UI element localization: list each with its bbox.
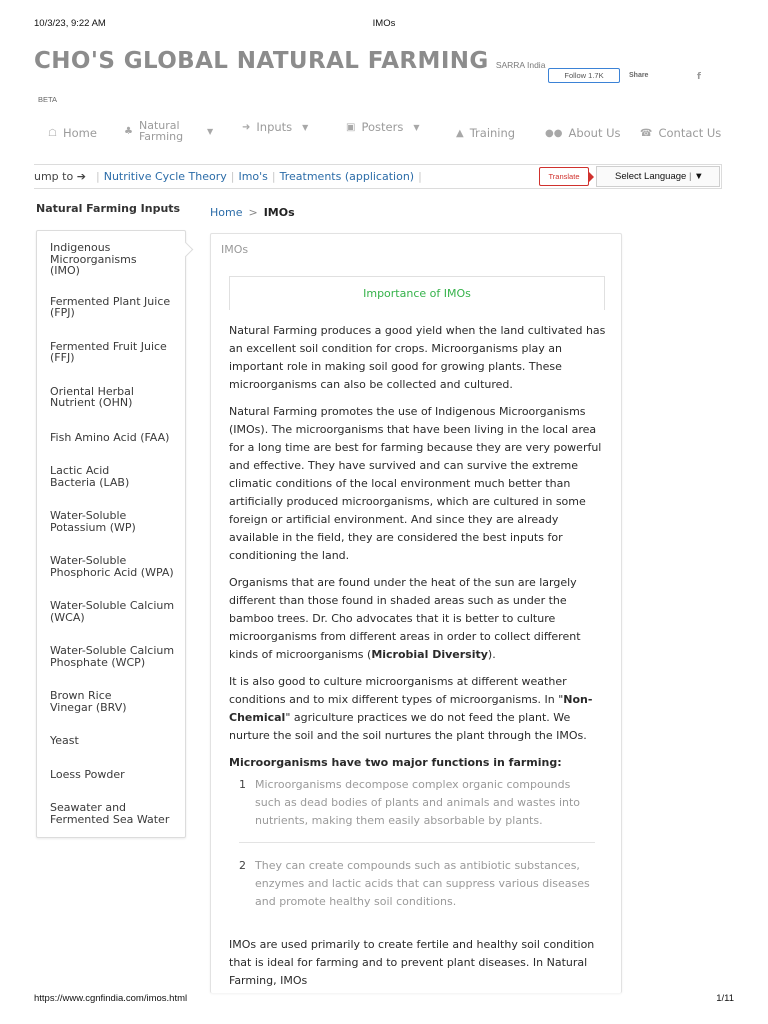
language-select-label: Select Language xyxy=(615,171,687,182)
jump-link-nutritive-cycle[interactable]: Nutritive Cycle Theory xyxy=(103,170,227,183)
list-text: Microorganisms decompose complex organic compounds such as dead bodies of plants and animals and wastes into nutrients, making them easily absorbable by plants. xyxy=(255,778,581,827)
non-chemical-term: Non-Chemical xyxy=(229,693,593,724)
sidebar-title: Natural Farming Inputs xyxy=(36,202,181,215)
nav-natural-farming[interactable] xyxy=(124,120,213,142)
breadcrumb xyxy=(210,206,295,219)
closing-paragraph: IMOs are used primarily to create fertile and healthy soil condition that is ideal for farming and to prevent plant diseases. In Natural Farming, IMOs xyxy=(229,938,595,987)
nav-training-label: Training xyxy=(469,126,516,140)
translate-button[interactable]: Translate xyxy=(539,167,589,186)
page-url: https://www.cgnfindia.com/imos.html xyxy=(34,993,188,1004)
image-icon: ▣ xyxy=(346,121,356,133)
main-nav xyxy=(34,116,734,152)
content-panel xyxy=(210,233,622,993)
breadcrumb-home[interactable]: Home xyxy=(210,206,243,219)
breadcrumb-separator: > xyxy=(248,206,258,219)
follow-button[interactable]: Follow 1.7K xyxy=(548,68,620,83)
arrow-right-icon: ➔ xyxy=(76,170,86,183)
paragraph-3: Organisms that are found under the heat of the sun are largely different than those found in shaded areas such as under the bamboo trees. Dr. Cho advocates that it is better to culture microorganisms from different areas in order to collect different kinds of microorganisms (Microbial Diversity). xyxy=(229,576,581,661)
share-button[interactable]: Share xyxy=(629,72,649,79)
sidebar-item-ffj[interactable]: Fermented Fruit Juice (FFJ) xyxy=(50,339,167,364)
print-header xyxy=(34,18,734,32)
nav-about-us-label: About Us xyxy=(568,126,621,140)
sign-in-icon: ➜ xyxy=(242,121,251,133)
paragraph-2: Natural Farming promotes the use of Indigenous Microorganisms (IMOs). The microorganisms that have been living in the local area for a long time are best for farming because they are very powerful and effective. They have survived and can survive the extreme climatic conditions of the local environment much better than artificially produced microorganisms, which are cultured in some foreign or artificial environment. And since they are already available in the field, they are considered the best inputs for conditioning the land. xyxy=(229,405,602,562)
graduation-cap-icon: ▲ xyxy=(456,127,464,139)
nav-natural-farming-label: Natural Farming xyxy=(138,119,184,143)
microbial-diversity-term: Microbial Diversity xyxy=(371,648,488,661)
nav-contact-us-label: Contact Us xyxy=(658,126,722,140)
site-brand[interactable] xyxy=(34,48,545,74)
jump-bar xyxy=(34,164,722,189)
functions-list xyxy=(239,776,595,911)
language-select[interactable] xyxy=(596,166,720,187)
sidebar-item-loess-powder[interactable]: Loess Powder xyxy=(50,767,125,781)
nav-home[interactable] xyxy=(48,126,97,140)
nav-home-label: Home xyxy=(62,126,97,140)
phone-icon: ☎ xyxy=(640,127,653,139)
site-subtitle: SARRA India xyxy=(495,60,546,70)
jump-links xyxy=(92,170,426,183)
sidebar-item-lab[interactable]: Lactic Acid Bacteria (LAB) xyxy=(50,464,130,489)
page-number: 1/11 xyxy=(716,993,734,1004)
sidebar-item-fpj[interactable]: Fermented Plant Juice (FPJ) xyxy=(50,294,171,319)
section-title: Importance of IMOs xyxy=(229,276,605,310)
divider: | xyxy=(271,170,276,183)
users-icon: ●● xyxy=(545,127,563,139)
paragraph-1: Natural Farming produces a good yield when the land cultivated has an excellent soil condition for crops. Microorganisms play an important role in making soil good for growing plants. These microorganisms can also be collected and cultured. xyxy=(229,324,606,391)
chevron-down-icon: ▼ xyxy=(302,122,309,132)
jump-to-label: ump to ➔ xyxy=(34,170,86,183)
divider: | xyxy=(230,170,235,183)
sidebar-item-imo[interactable]: Indigenous Microorganisms (IMO) xyxy=(37,242,185,277)
sidebar-item-seawater[interactable]: Seawater and Fermented Sea Water xyxy=(50,801,170,826)
nav-inputs-label: Inputs xyxy=(256,120,293,134)
list-item xyxy=(239,857,595,911)
sidebar-item-wp[interactable]: Water-Soluble Potassium (WP) xyxy=(50,509,136,534)
beta-label: BETA xyxy=(38,95,58,104)
site-logo[interactable]: CHO'S GLOBAL NATURAL FARMING xyxy=(34,48,489,74)
list-text: They can create compounds such as antibiotic substances, enzymes and lactic acids that can suppress various diseases and promote healthy soil conditions. xyxy=(255,859,590,908)
nav-posters[interactable] xyxy=(346,120,419,134)
panel-label: IMOs xyxy=(221,243,249,256)
home-icon: ☖ xyxy=(48,127,57,139)
chevron-down-icon: ▼ xyxy=(206,126,214,136)
nav-inputs[interactable] xyxy=(242,120,308,134)
sidebar xyxy=(36,230,186,838)
jump-link-imos[interactable]: Imo's xyxy=(238,170,268,183)
divider: | xyxy=(688,171,692,182)
article-body xyxy=(229,322,609,781)
sidebar-item-wca[interactable]: Water-Soluble Calcium (WCA) xyxy=(50,599,175,624)
nav-contact-us[interactable] xyxy=(640,126,721,140)
print-datetime: 10/3/23, 9:22 AM xyxy=(34,18,106,29)
sidebar-item-faa[interactable]: Fish Amino Acid (FAA) xyxy=(50,430,170,444)
functions-heading: Microorganisms have two major functions in farming: xyxy=(229,756,562,769)
jump-link-treatments[interactable]: Treatments (application) xyxy=(279,170,415,183)
list-item xyxy=(239,776,595,843)
chevron-down-icon: ▼ xyxy=(413,122,420,132)
nav-training[interactable] xyxy=(456,126,515,140)
facebook-icon[interactable]: f xyxy=(697,72,701,82)
nav-posters-label: Posters xyxy=(361,120,404,134)
plant-icon: ♣ xyxy=(124,125,133,137)
sidebar-item-wpa[interactable]: Water-Soluble Phosphoric Acid (WPA) xyxy=(50,554,174,579)
print-page-title: IMOs xyxy=(372,18,396,29)
sidebar-item-brv[interactable]: Brown Rice Vinegar (BRV) xyxy=(50,689,127,714)
list-number: 1 xyxy=(239,778,246,791)
paragraph-4: It is also good to culture microorganisms at different weather conditions and to mix different types of microorganisms. In "Non-Chemical" agriculture practices we do not feed the plant. We nurture the soil and the soil nurtures the plant through the IMOs. xyxy=(229,675,593,742)
divider: | xyxy=(418,170,422,183)
nav-about-us[interactable] xyxy=(545,126,621,140)
dropdown-caret-icon: ▼ xyxy=(694,171,704,182)
list-number: 2 xyxy=(239,859,246,872)
sidebar-item-wcp[interactable]: Water-Soluble Calcium Phosphate (WCP) xyxy=(50,644,175,669)
sidebar-item-ohn[interactable]: Oriental Herbal Nutrient (OHN) xyxy=(50,384,134,409)
divider: | xyxy=(96,170,100,183)
breadcrumb-current: IMOs xyxy=(263,206,295,219)
sidebar-item-yeast[interactable]: Yeast xyxy=(50,734,79,747)
